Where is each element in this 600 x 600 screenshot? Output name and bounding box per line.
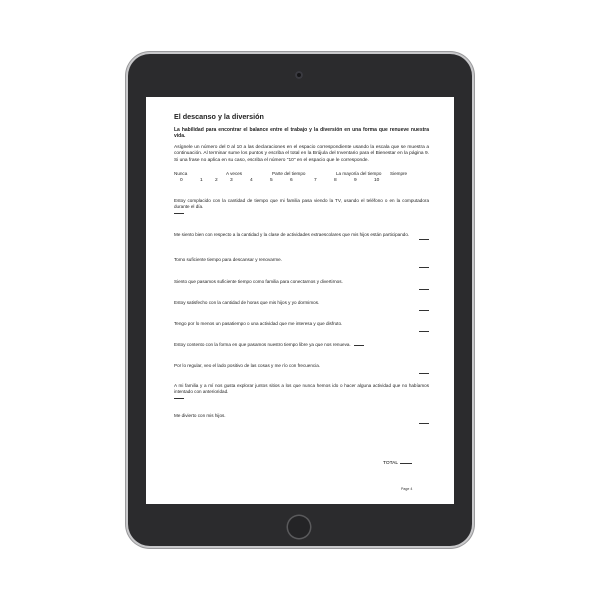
- statement-7: Estoy contento con la forma en que pasamos nuestro tiempo libre ya que nos renueva.: [174, 342, 429, 348]
- scale-number: 3: [230, 177, 233, 183]
- answer-blank[interactable]: [419, 305, 429, 311]
- answer-blank[interactable]: [419, 234, 429, 240]
- document-page: [174, 112, 429, 419]
- answer-blank[interactable]: [174, 395, 184, 399]
- scale-number: 9: [354, 177, 357, 183]
- scale-labels: [174, 171, 429, 178]
- scale-number: 8: [334, 177, 337, 183]
- document-title: El descanso y la diversión: [174, 112, 264, 121]
- answer-blank[interactable]: [419, 284, 429, 290]
- statement-10: Me divierto con mis hijos.: [174, 413, 429, 419]
- statement-2: Me siento bien con respecto a la cantidad y la clase de actividades extraescolares que mis hijos están participando.: [174, 232, 429, 242]
- scale-number: 1: [200, 177, 203, 183]
- statement-3: Tomo suficiente tiempo para descansar y renovarme.: [174, 257, 429, 263]
- scale-label-sometimes: A veces: [226, 170, 243, 176]
- answer-blank[interactable]: [419, 418, 429, 424]
- scale-number: 4: [250, 177, 253, 183]
- statement-9: A mi familia y a mí nos gusta explorar juntos sitios a los que nunca hemos ido o hacer alguna actividad que no habíamos intentado con anterioridad.: [174, 383, 429, 402]
- scale-number: 0: [180, 177, 183, 183]
- statement-4: Siento que pasamos suficiente tiempo como familia para conectarnos y divertirnos.: [174, 279, 429, 285]
- scale-label-most-of-time: La mayoría del tiempo: [336, 170, 382, 176]
- statement-1: Estoy complacido con la cantidad de tiempo que mi familia pasa viendo la TV, usando el teléfono o en la computadora durante el día.: [174, 198, 429, 217]
- scale-label-part-of-time: Parte del tiempo: [272, 170, 306, 176]
- scale-numbers: [174, 178, 429, 186]
- total-blank[interactable]: [400, 459, 412, 464]
- answer-blank[interactable]: [354, 342, 364, 346]
- tablet-device: [128, 54, 472, 546]
- scale-number: 10: [374, 177, 380, 183]
- statement-8: Por lo regular, veo el lado positivo de las cosas y me río con frecuencia.: [174, 363, 429, 369]
- statement-5: Estoy satisfecho con la cantidad de horas que mis hijos y yo dormimos.: [174, 300, 429, 306]
- scale-number: 5: [270, 177, 273, 183]
- scale-label-never: Nunca: [174, 170, 188, 176]
- instructions-text: Asígnele un número del 0 al 10 a las declaraciones en el espacio correspondiente usando la escala que se muestra a continuación. Al terminar sume los puntos y escriba el total en la Brújula del Inventario para el Bienestar en la página 9. Si una frase no aplica en su caso, escriba el número "10" en el espacio que le corresponde.: [174, 144, 429, 163]
- answer-blank[interactable]: [419, 326, 429, 332]
- total-label: TOTAL: [383, 461, 399, 466]
- scale-number: 7: [314, 177, 317, 183]
- answer-blank[interactable]: [419, 368, 429, 374]
- answer-blank[interactable]: [419, 262, 429, 268]
- scale-number: 6: [290, 177, 293, 183]
- statement-6: Tengo por lo menos un pasatiempo o una actividad que me interesa y que disfruto.: [174, 321, 429, 327]
- scale-label-always: Siempre: [390, 170, 408, 176]
- page-number: Page 4: [401, 487, 413, 491]
- answer-blank[interactable]: [174, 210, 184, 214]
- scale-number: 2: [215, 177, 218, 183]
- total-field: [383, 459, 412, 466]
- front-camera: [295, 71, 303, 79]
- document-subtitle: La habilidad para encontrar el balance entre el trabajo y la diversión en una forma que renueve nuestra vida.: [174, 127, 429, 140]
- tablet-screen: [146, 97, 454, 504]
- home-button[interactable]: [288, 516, 310, 538]
